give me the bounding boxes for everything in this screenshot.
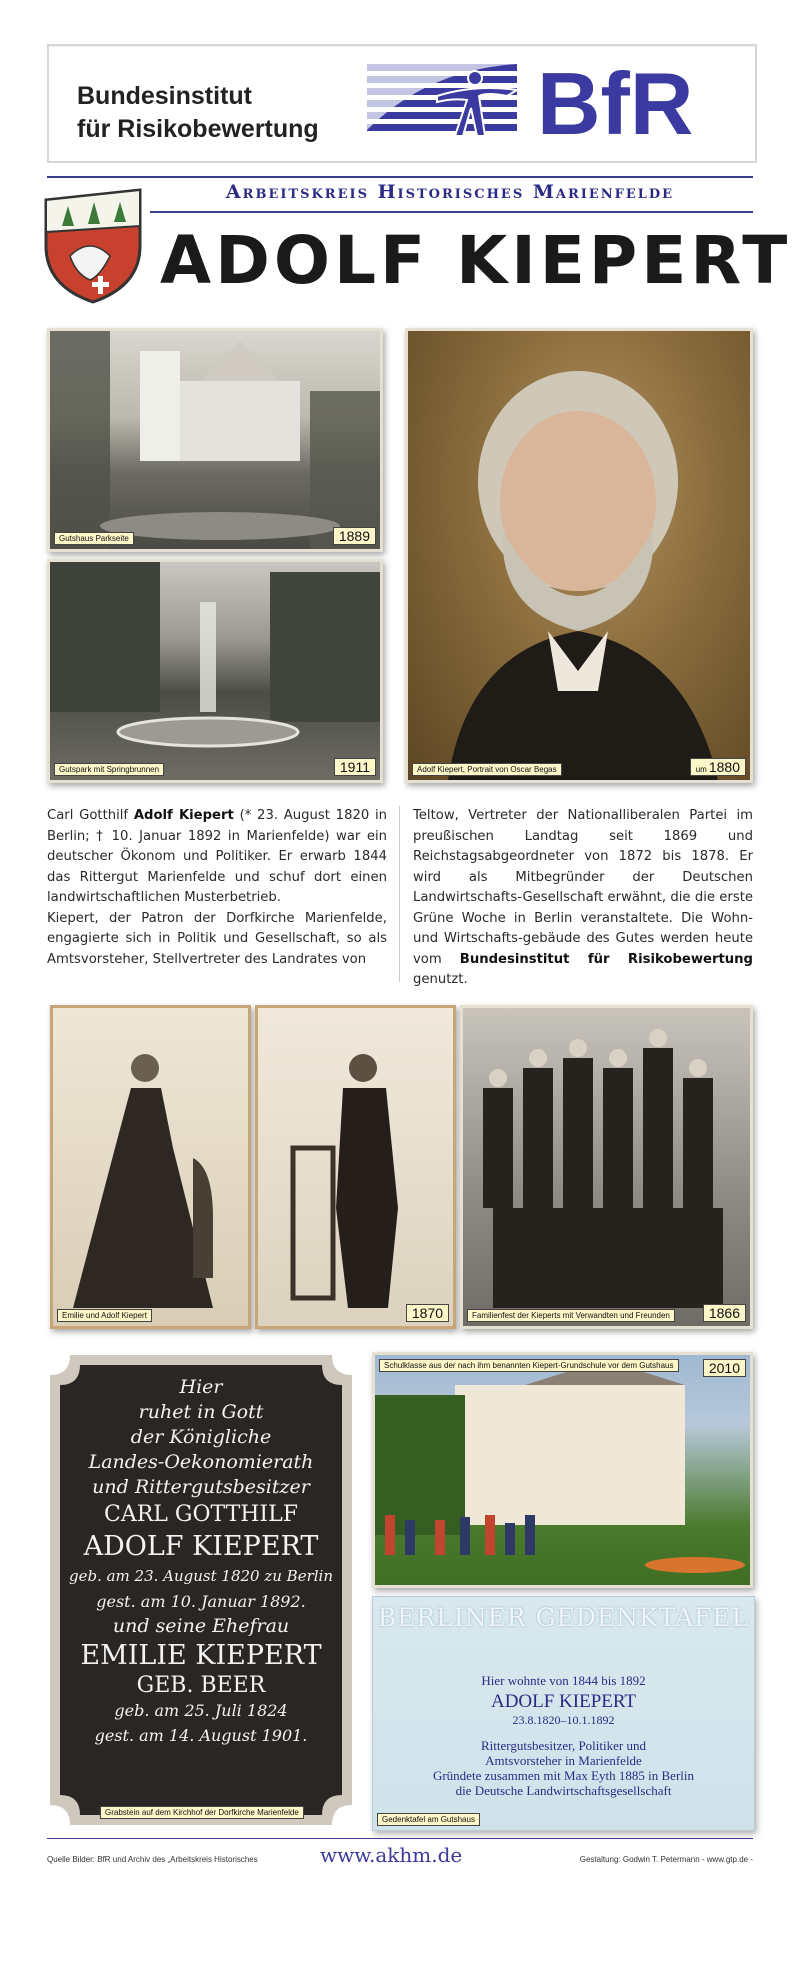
- year-value: 1880: [708, 759, 740, 775]
- grave-line: EMILIE KIEPERT: [80, 1640, 322, 1671]
- text-span: genutzt.: [413, 972, 468, 987]
- grave-line: ADOLF KIEPERT: [83, 1531, 319, 1562]
- paragraph: [413, 806, 753, 991]
- photo-schulklasse: [372, 1352, 753, 1588]
- kiepert-portrait-image: [408, 331, 750, 780]
- year-prefix: um: [695, 765, 707, 774]
- grave-line: geb. am 23. August 1820 zu Berlin: [68, 1567, 334, 1585]
- name-bold: Adolf Kiepert: [133, 808, 234, 823]
- photo-adolf: [255, 1005, 456, 1329]
- text-column-right: [413, 806, 753, 991]
- gedenktafel-heading: BERLINER GEDENKTAFEL: [377, 1603, 750, 1632]
- photo-year: 1866: [703, 1304, 746, 1322]
- gedenktafel-text: [373, 1673, 754, 1798]
- paragraph: Kiepert, der Patron der Dorfkirche Marienfelde, engagierte sich in Politik und Gesellschaft, so als Amtsvorsteher, Stellvertreter des Landrates von: [47, 910, 387, 967]
- photo-caption: Grabstein auf dem Kirchhof der Dorfkirche Marienfelde: [100, 1806, 304, 1819]
- photo-gedenktafel: [372, 1596, 755, 1831]
- grave-line: geb. am 25. Juli 1824: [114, 1701, 288, 1720]
- grave-line: GEB. BEER: [136, 1673, 266, 1698]
- akhm-title: Arbeitskreis Historisches Marienfelde: [225, 181, 675, 203]
- tafel-block: [373, 1738, 754, 1798]
- text-column-left: [47, 806, 387, 970]
- photo-year: 1911: [334, 758, 376, 776]
- grave-line: und seine Ehefrau: [112, 1615, 290, 1637]
- grave-line: CARL GOTTHILF: [103, 1502, 298, 1527]
- tafel-line: 23.8.1820–10.1.1892: [512, 1713, 615, 1727]
- grave-line: Hier: [179, 1376, 223, 1398]
- footer-url-link[interactable]: www.akhm.de: [320, 1843, 463, 1867]
- photo-gutspark: [47, 559, 383, 783]
- photo-caption: Adolf Kiepert, Portrait von Oscar Begas: [412, 763, 562, 776]
- institute-line-2: für Risikobewertung: [77, 115, 319, 143]
- photo-caption: Emilie und Adolf Kiepert: [57, 1309, 152, 1322]
- tafel-line: Gründete zusammen mit Max Eyth 1885 in Berlin: [432, 1768, 695, 1783]
- divider: [47, 176, 753, 178]
- grabstein-inscription: [50, 1375, 352, 1748]
- marienfelde-crest-icon: [40, 186, 146, 304]
- grave-line: gest. am 10. Januar 1892.: [96, 1592, 306, 1611]
- bfr-logo-text: BfR: [537, 60, 694, 142]
- paragraph: [47, 806, 387, 909]
- photo-grabstein: [50, 1355, 352, 1825]
- tafel-line: die Deutsche Landwirtschaftsgesellschaft: [455, 1783, 672, 1798]
- photo-year: 1889: [333, 527, 376, 545]
- photo-caption: Schulklasse aus der nach ihm benannten Kiepert-Grundschule vor dem Gutshaus: [379, 1359, 679, 1372]
- page-title: ADOLF KIEPERT: [160, 222, 792, 299]
- tafel-line: Hier wohnte von 1844 bis 1892: [481, 1673, 646, 1688]
- grave-line: gest. am 14. August 1901.: [94, 1726, 308, 1745]
- photo-caption: Gedenktafel am Gutshaus: [377, 1813, 480, 1826]
- bfr-header-box: [47, 44, 757, 163]
- photo-familie: [460, 1005, 753, 1329]
- institute-name: [77, 80, 319, 146]
- photo-caption: Familienfest der Kieperts mit Verwandten und Freunden: [467, 1309, 675, 1322]
- institute-bold: Bundesinstitut für Risikobewertung: [459, 951, 753, 967]
- photo-year: 2010: [703, 1359, 746, 1377]
- grave-line: Landes-Oekonomierath: [88, 1451, 314, 1473]
- adolf-image: [258, 1008, 453, 1326]
- grave-line: und Rittergutsbesitzer: [92, 1476, 310, 1498]
- photo-year: [690, 758, 746, 776]
- grave-line: der Königliche: [130, 1426, 272, 1448]
- photo-year: 1870: [406, 1304, 449, 1322]
- footer-credit: Gestaltung: Godwin T. Petermann - www.gtp.de -: [579, 1855, 753, 1864]
- photo-portrait: [405, 328, 753, 783]
- emilie-image: [53, 1008, 248, 1326]
- footer-divider: [47, 1838, 753, 1839]
- footer-source: Quelle Bilder: BfR und Archiv des „Arbeitskreis Historisches: [47, 1855, 258, 1864]
- text-span: Carl Gotthilf: [47, 808, 134, 823]
- tafel-line: Amtsvorsteher in Marienfelde: [485, 1753, 642, 1768]
- divider: [150, 211, 753, 213]
- familie-image: [463, 1008, 750, 1326]
- photo-emilie: [50, 1005, 251, 1329]
- gutspark-image: [50, 562, 380, 780]
- text-span: (* 23. August 1820 in Berlin; † 10. Januar 1892 in Marienfelde) war ein deutscher Ökonom und Politiker. Er erwarb 1844 das Rittergut Marienfelde und schuf dort einen landwirtschaftlichen Musterbetrieb.: [47, 808, 388, 905]
- column-divider: [399, 806, 400, 982]
- photo-caption: Gutspark mit Springbrunnen: [54, 763, 164, 776]
- photo-caption: Gutshaus Parkseite: [54, 532, 134, 545]
- text-span: Teltow, Vertreter der Nationalliberalen Partei im preußischen Landtag seit 1869 und Reichstagsabgeordneter von 1872 bis 1878. Er wird als Mitbegründer der Deutschen Landwirtschafts-Gesellschaft erwähnt, die die erste Grüne Woche in Berlin veranstaltete. Die Wohn- und Wirtschafts-gebäude des Gutes werden heute vom: [413, 808, 753, 967]
- institute-line-1: Bundesinstitut: [77, 82, 252, 110]
- grave-line: ruhet in Gott: [138, 1401, 264, 1423]
- gutshaus-image: [50, 331, 380, 549]
- schulklasse-image: [375, 1355, 750, 1585]
- bfr-logo: [367, 60, 739, 142]
- photo-gutshaus: [47, 328, 383, 552]
- tafel-line: ADOLF KIEPERT: [490, 1691, 637, 1712]
- tafel-line: Rittergutsbesitzer, Politiker und: [481, 1738, 646, 1753]
